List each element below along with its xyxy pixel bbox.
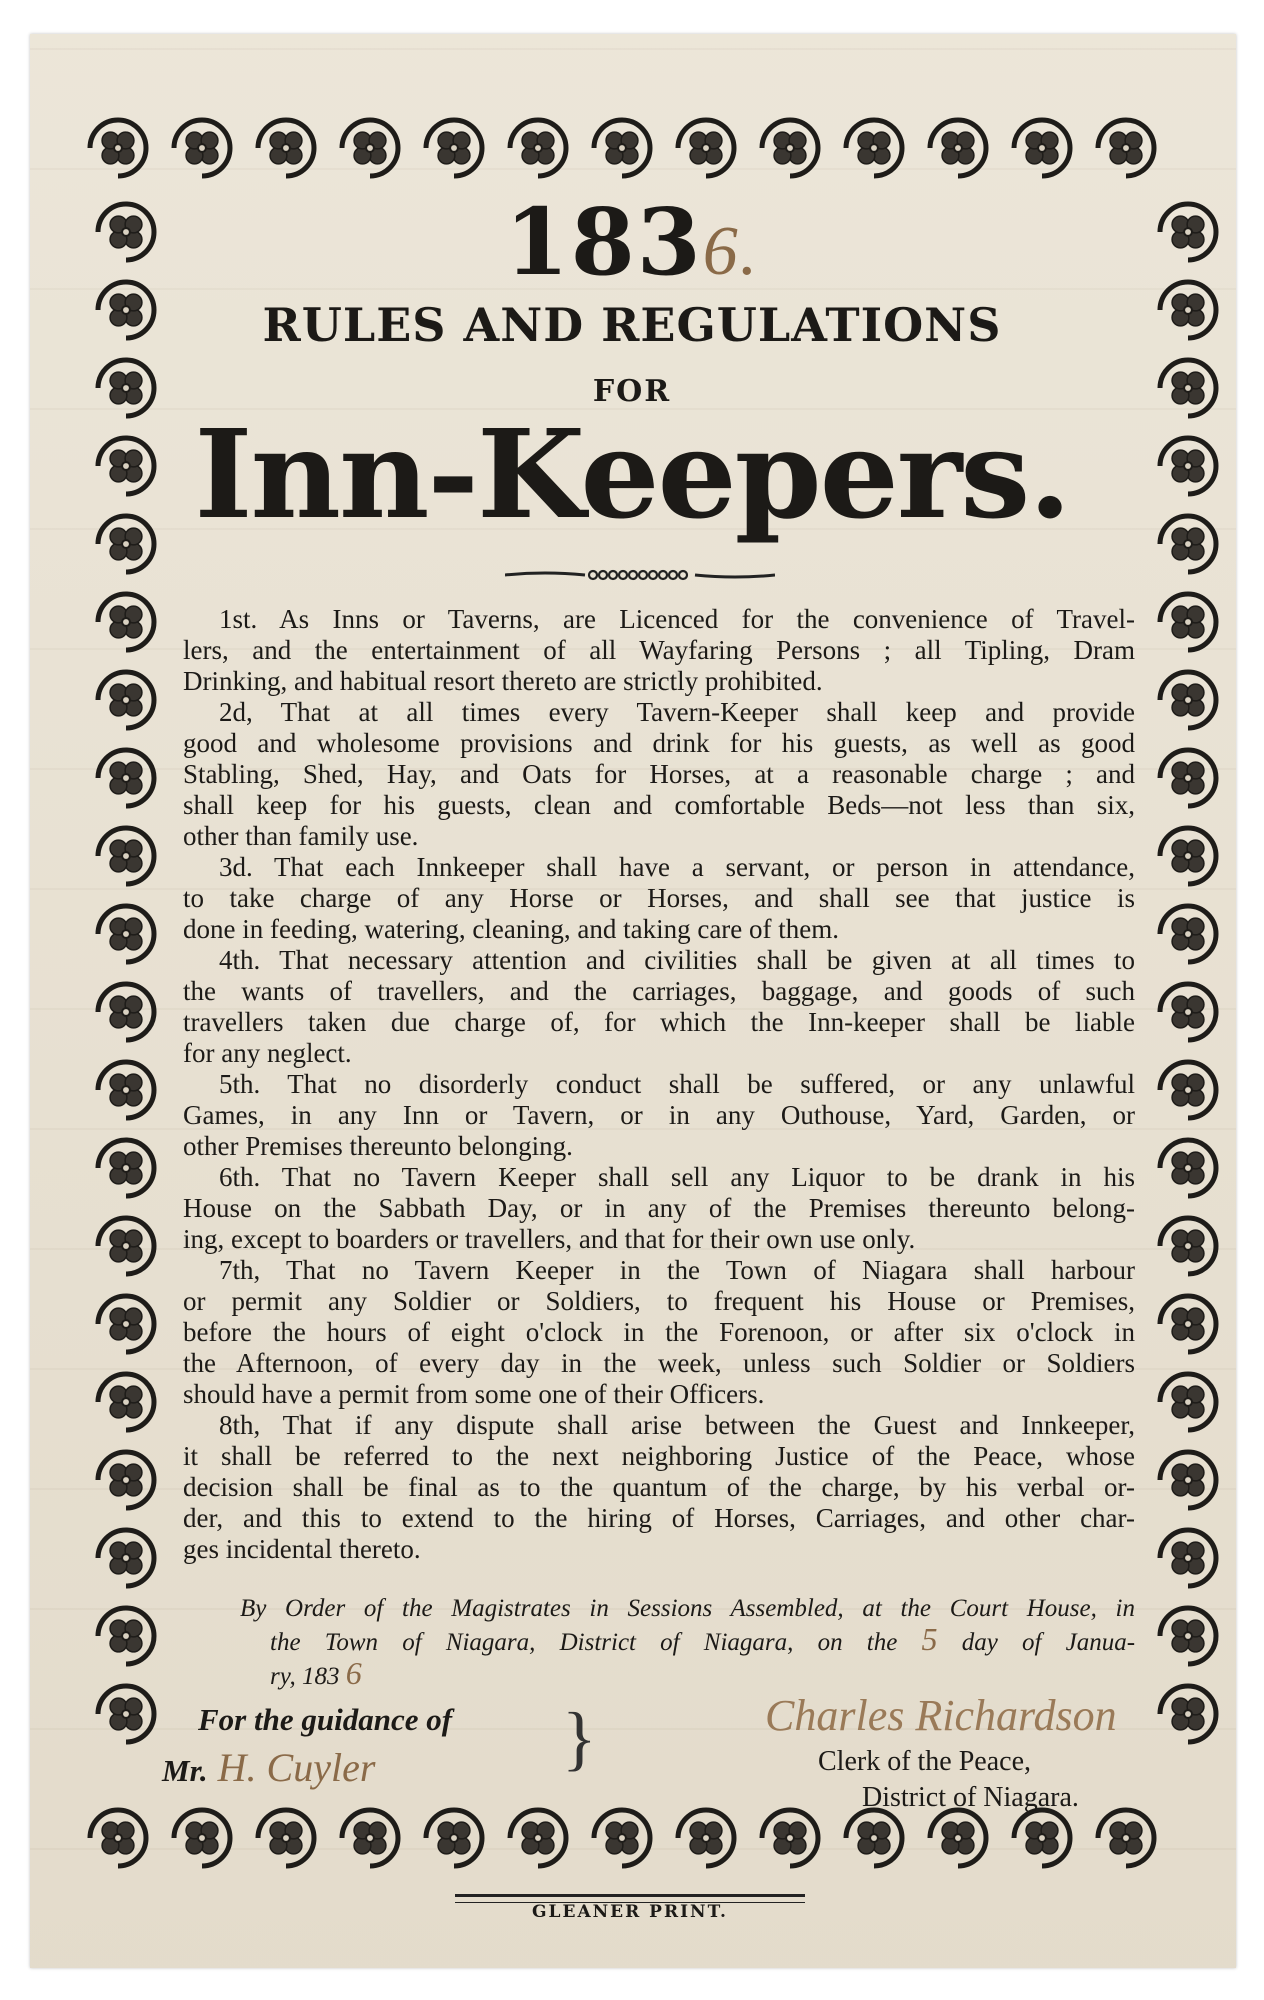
rosette-ornament — [98, 1686, 154, 1742]
rosette-ornament — [930, 1810, 986, 1866]
rosette-ornament — [98, 1608, 154, 1664]
rosette-ornament — [98, 1296, 154, 1352]
title-rules-and-regulations: RULES AND REGULATIONS — [262, 298, 1002, 352]
rule-line: Stabling, Shed, Hay, and Oats for Horses, at a reasonable charge ; and — [183, 759, 1135, 789]
rosette-ornament — [1160, 750, 1216, 806]
order-text: ry, 183 — [270, 1663, 340, 1690]
guidance-recipient — [162, 1744, 375, 1791]
mr-label: Mr. — [162, 1753, 208, 1788]
rosette-ornament — [1098, 120, 1154, 176]
rule-line: ing, except to boarders or travellers, and that for their own use only. — [183, 1224, 916, 1254]
year-handwritten: 6. — [702, 213, 760, 290]
rule-line: decision shall be final as to the quantum of the charge, by his verbal or- — [183, 1472, 1135, 1502]
rosette-ornament — [594, 120, 650, 176]
rosette-ornament — [98, 1530, 154, 1586]
clerk-district: District of Niagara. — [862, 1782, 1079, 1813]
rule-line: Games, in any Inn or Tavern, or in any Outhouse, Yard, Garden, or — [183, 1100, 1135, 1130]
rule-line: the wants of travellers, and the carriages, baggage, and goods of such — [183, 976, 1135, 1006]
rule-line: shall keep for his guests, clean and comfortable Beds—not less than six, — [183, 790, 1135, 820]
rosette-ornament — [510, 120, 566, 176]
magistrates-order — [240, 1594, 1135, 1692]
rosette-ornament — [426, 1810, 482, 1866]
rule-line: before the hours of eight o'clock in the Forenoon, or after six o'clock in — [183, 1317, 1135, 1347]
rosette-ornament — [98, 1452, 154, 1508]
rosette-ornament — [1160, 672, 1216, 728]
rule-paragraph — [183, 945, 1135, 1069]
rosette-ornament — [1160, 1062, 1216, 1118]
rosette-ornament — [846, 1810, 902, 1866]
order-line-2 — [240, 1621, 1136, 1658]
rule-paragraph — [183, 1255, 1135, 1410]
rule-line: 2d, That at all times every Tavern-Keeper shall keep and provide — [219, 697, 1135, 727]
year-heading — [0, 188, 1264, 296]
rosette-ornament — [98, 594, 154, 650]
rosette-ornament — [98, 984, 154, 1040]
rule-line: 1st. As Inns or Taverns, are Licenced for the convenience of Travel- — [219, 604, 1135, 634]
rosette-ornament — [90, 1810, 146, 1866]
handwritten-year: 6 — [345, 1655, 362, 1691]
rule-paragraph — [183, 852, 1135, 945]
clerk-signature: Charles Richardson — [765, 1691, 1117, 1740]
rosette-ornament — [1098, 1810, 1154, 1866]
rosette-ornament — [98, 1218, 154, 1274]
rule-paragraph — [183, 1410, 1135, 1565]
rosette-ornament — [1014, 120, 1070, 176]
brace: } — [562, 1698, 597, 1778]
rule-line: 4th. That necessary attention and civilities shall be given at all times to — [219, 945, 1135, 975]
rule-line: ges incidental thereto. — [183, 1534, 421, 1564]
rule-line: or permit any Soldier or Soldiers, to frequent his House or Premises, — [183, 1286, 1135, 1316]
rule-line: House on the Sabbath Day, or in any of the Premises thereunto belong- — [183, 1193, 1135, 1223]
rosette-ornament — [930, 120, 986, 176]
handwritten-recipient-name: H. Cuyler — [217, 1745, 376, 1790]
rule-line: 6th. That no Tavern Keeper shall sell any Liquor to be drank in his — [219, 1162, 1135, 1192]
rosette-ornament — [1160, 1686, 1216, 1742]
order-line-1: By Order of the Magistrates in Sessions Assembled, at the Court House, in — [240, 1595, 1135, 1622]
rosette-ornament — [762, 1810, 818, 1866]
rule-line: 7th, That no Tavern Keeper in the Town of Niagara shall harbour — [219, 1255, 1135, 1285]
printer-imprint: GLEANER PRINT. — [532, 1902, 728, 1922]
clerk-title: Clerk of the Peace, — [818, 1746, 1032, 1777]
rosette-ornament — [98, 672, 154, 728]
rosette-ornament — [678, 120, 734, 176]
rosette-ornament — [98, 1140, 154, 1196]
year-printed: 183 — [504, 188, 703, 296]
ornamental-rule — [505, 568, 775, 582]
rosette-ornament — [510, 1810, 566, 1866]
order-text: the Town of Niagara, District of Niagara, on the — [270, 1629, 898, 1656]
rosette-ornament — [342, 120, 398, 176]
rosette-ornament — [258, 120, 314, 176]
rosette-ornament — [1160, 984, 1216, 1040]
rule-line: other Premises thereunto belonging. — [183, 1131, 573, 1161]
rule-line: other than family use. — [183, 821, 419, 851]
rosette-ornament — [1014, 1810, 1070, 1866]
rosette-ornament — [1160, 1452, 1216, 1508]
rosette-ornament — [342, 1810, 398, 1866]
rosette-ornament — [174, 1810, 230, 1866]
rule-line: Drinking, and habitual resort thereto are strictly prohibited. — [183, 666, 823, 696]
rosette-ornament — [1160, 1374, 1216, 1430]
rule-line: 5th. That no disorderly conduct shall be suffered, or any unlawful — [219, 1069, 1135, 1099]
rosette-ornament — [98, 750, 154, 806]
rosette-ornament — [1160, 1218, 1216, 1274]
rosette-ornament — [98, 828, 154, 884]
rosette-ornament — [1160, 594, 1216, 650]
rule-paragraph — [183, 1162, 1135, 1255]
rule-line: for any neglect. — [183, 1038, 352, 1068]
rosette-ornament — [426, 120, 482, 176]
rules-body — [183, 604, 1135, 1565]
rule-paragraph — [183, 697, 1135, 852]
rule-paragraph — [183, 604, 1135, 697]
rule-line: good and wholesome provisions and drink for his guests, as well as good — [183, 728, 1135, 758]
rosette-ornament — [258, 1810, 314, 1866]
order-text: day of Janua- — [961, 1629, 1136, 1656]
rosette-ornament — [1160, 1140, 1216, 1196]
rule-line: 3d. That each Innkeeper shall have a servant, or person in attendance, — [219, 852, 1135, 882]
rule-line: the Afternoon, of every day in the week, unless such Soldier or Soldiers — [183, 1348, 1135, 1378]
rosette-ornament — [98, 1062, 154, 1118]
rosette-ornament — [594, 1810, 650, 1866]
rule-line: lers, and the entertainment of all Wayfaring Persons ; all Tipling, Dram — [183, 635, 1135, 665]
rosette-ornament — [762, 120, 818, 176]
rule-paragraph — [183, 1069, 1135, 1162]
rule-line: travellers taken due charge of, for which the Inn-keeper shall be liable — [183, 1007, 1135, 1037]
rosette-ornament — [1160, 1296, 1216, 1352]
rosette-ornament — [98, 906, 154, 962]
rosette-ornament — [1160, 1608, 1216, 1664]
rule-line: done in feeding, watering, cleaning, and taking care of them. — [183, 914, 840, 944]
rosette-ornament — [98, 1374, 154, 1430]
title-inn-keepers: Inn-Keepers. — [194, 402, 1070, 546]
guidance-label: For the guidance of — [198, 1702, 453, 1737]
title-for: FOR — [592, 374, 672, 409]
rosette-ornament — [90, 120, 146, 176]
handwritten-day: 5 — [921, 1621, 938, 1657]
rosette-ornament — [846, 120, 902, 176]
rule-line: 8th, That if any dispute shall arise between the Guest and Innkeeper, — [219, 1410, 1135, 1440]
rule-line: der, and this to extend to the hiring of Horses, Carriages, and other char- — [183, 1503, 1135, 1533]
rosette-ornament — [1160, 828, 1216, 884]
rosette-ornament — [1160, 906, 1216, 962]
rosette-ornament — [174, 120, 230, 176]
rule-line: should have a permit from some one of their Officers. — [183, 1379, 765, 1409]
rule-line: it shall be referred to the next neighboring Justice of the Peace, whose — [183, 1441, 1135, 1471]
rosette-ornament — [1160, 1530, 1216, 1586]
order-line-3 — [240, 1655, 1135, 1692]
rosette-ornament — [678, 1810, 734, 1866]
rule-line: to take charge of any Horse or Horses, and shall see that justice is — [183, 883, 1135, 913]
